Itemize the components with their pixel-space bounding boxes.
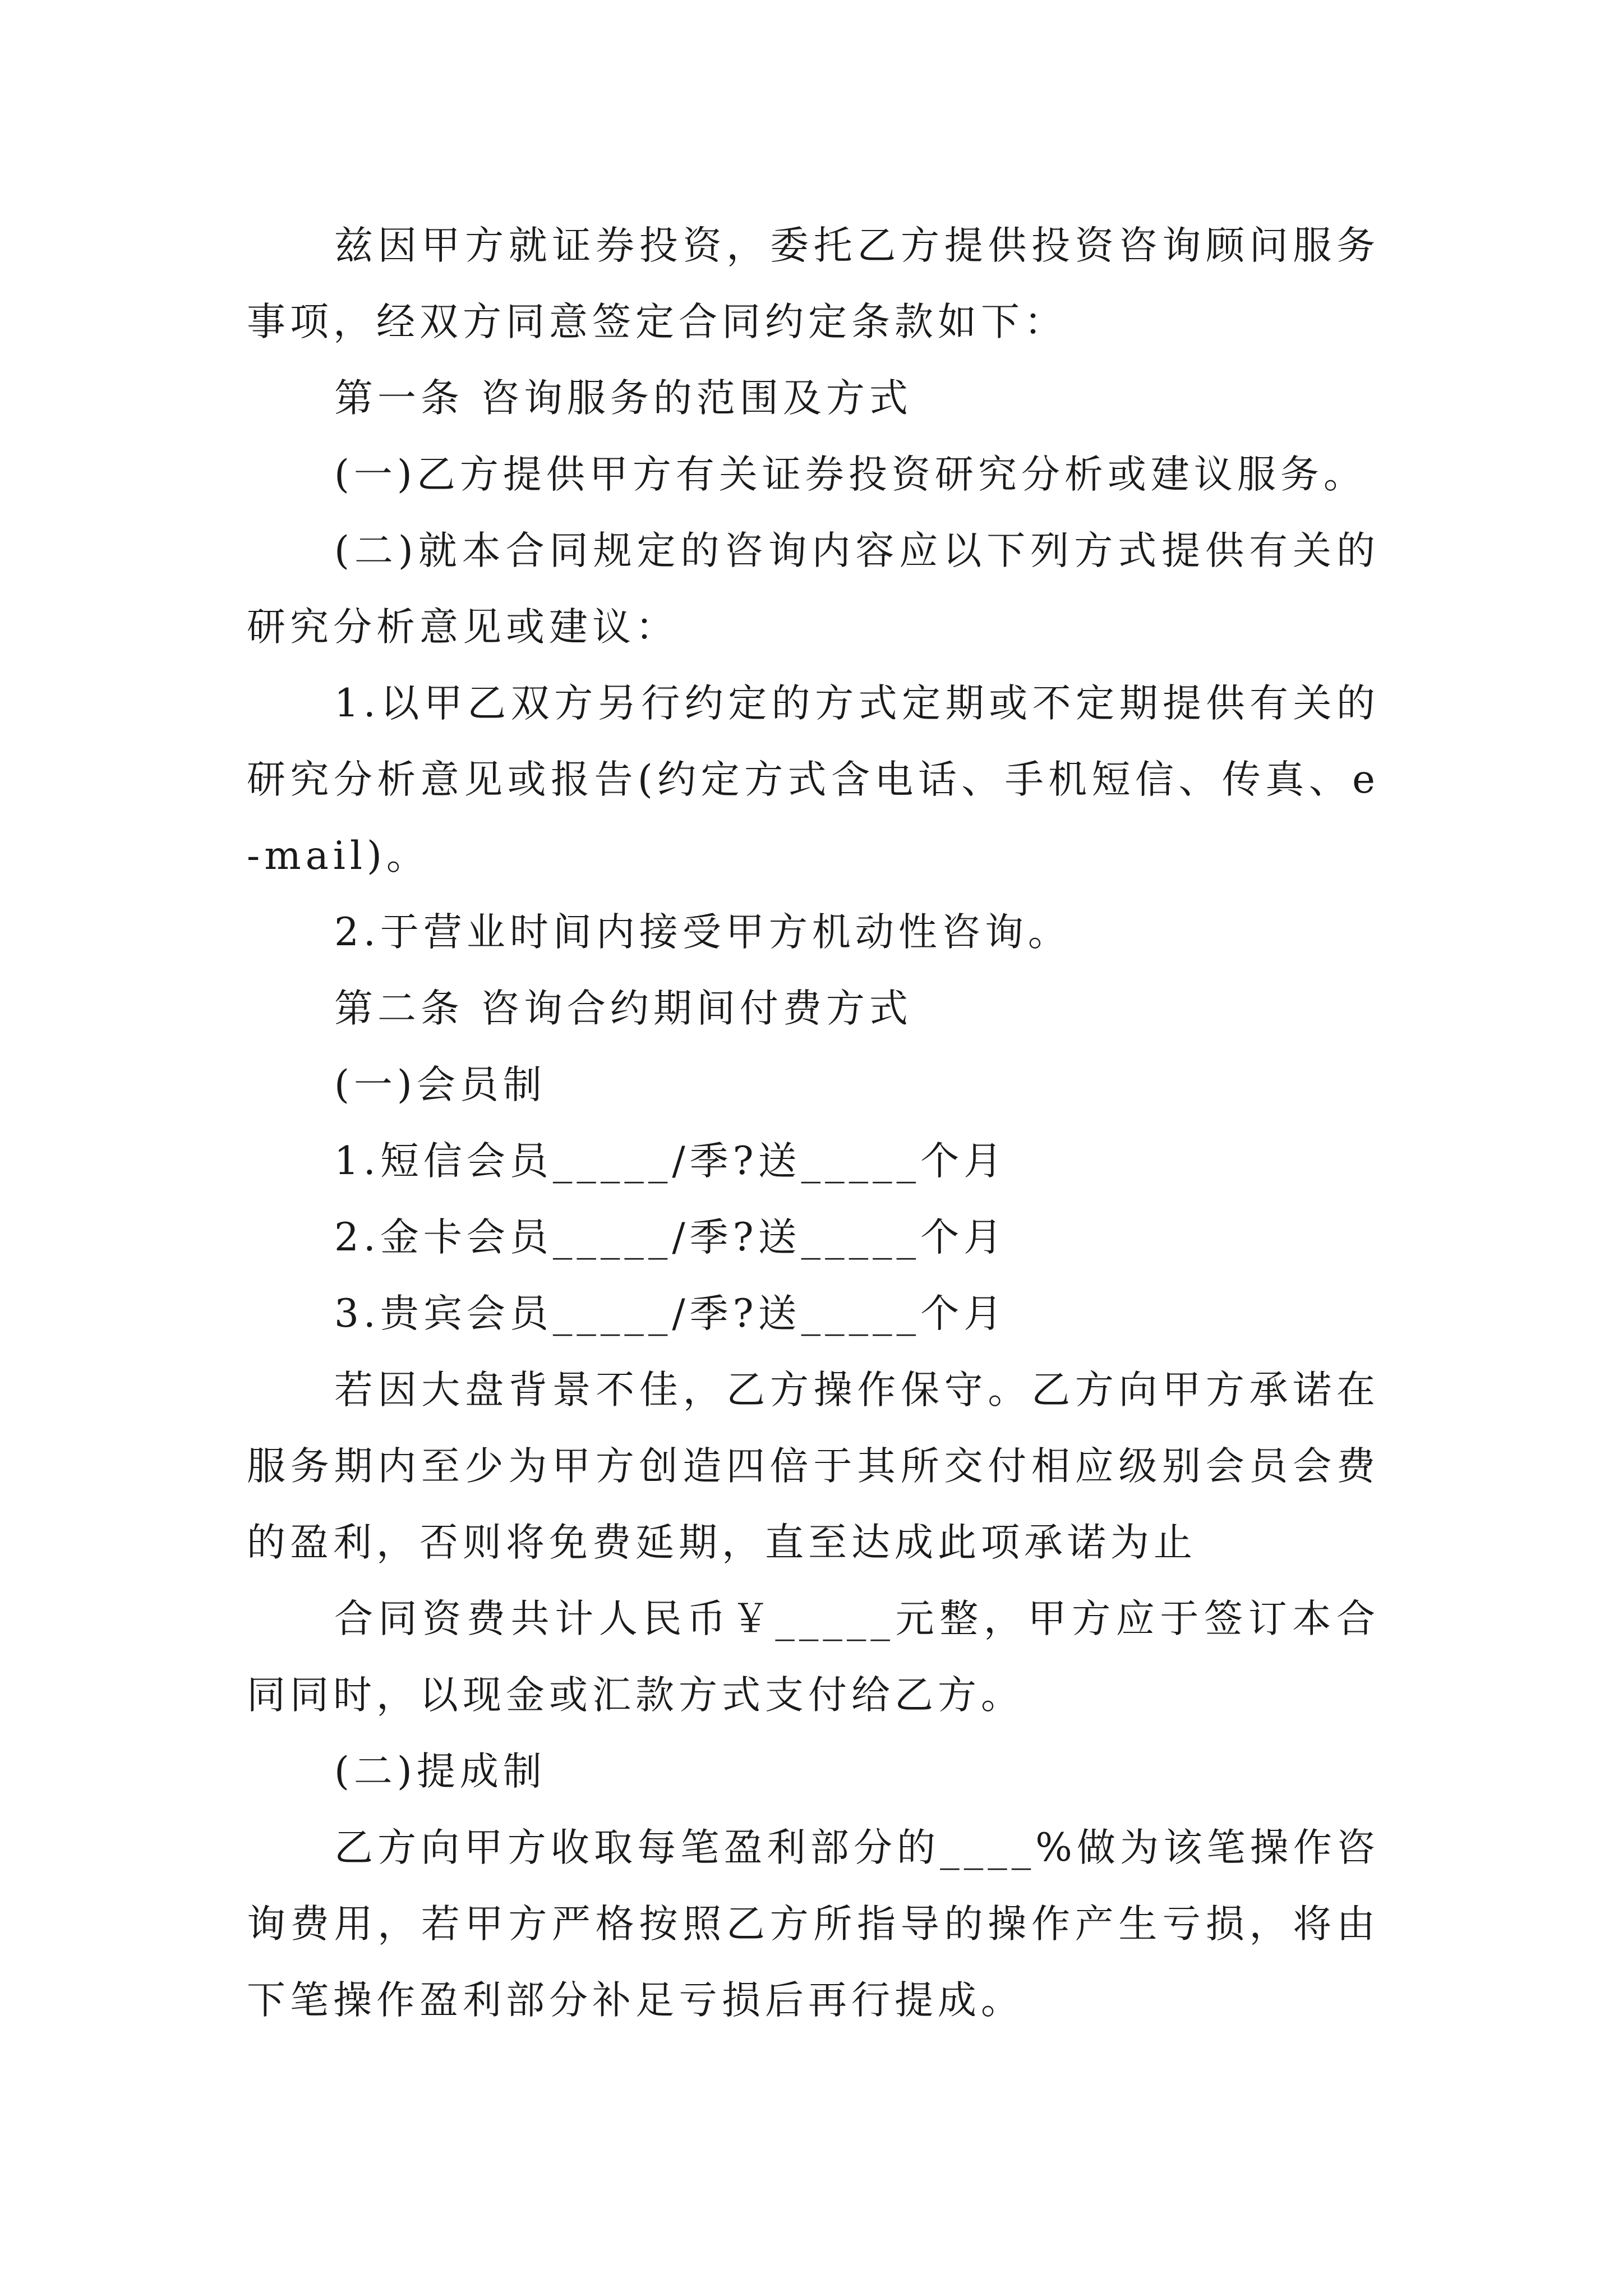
intro-paragraph: 兹因甲方就证券投资，委托乙方提供投资咨询顾问服务事项，经双方同意签定合同约定条款如下： bbox=[247, 223, 1380, 344]
commission-heading: (二)提成制 bbox=[334, 1749, 546, 1794]
article-two-heading: 第二条 咨询合约期间付费方式 bbox=[334, 986, 912, 1031]
fee-total: 合同资费共计人民币￥_____元整，甲方应于签订本合同同时，以现金或汇款方式支付给乙方。 bbox=[247, 1596, 1380, 1718]
article-one-subitem-1: 1.以甲乙双方另行约定的方式定期或不定期提供有关的研究分析意见或报告(约定方式含电话、手机短信、传真、e-mail)。 bbox=[247, 681, 1380, 878]
commission-terms: 乙方向甲方收取每笔盈利部分的____%做为该笔操作咨询费用，若甲方严格按照乙方所指导的操作产生亏损，将由下笔操作盈利部分补足亏损后再行提成。 bbox=[247, 1825, 1380, 2023]
membership-sms: 1.短信会员_____/季?送_____个月 bbox=[334, 1139, 1007, 1184]
membership-gold: 2.金卡会员_____/季?送_____个月 bbox=[334, 1215, 1007, 1260]
article-one-item-2: (二)就本合同规定的咨询内容应以下列方式提供有关的研究分析意见或建议： bbox=[247, 528, 1380, 650]
article-one-subitem-2: 2.于营业时间内接受甲方机动性咨询。 bbox=[334, 910, 1071, 955]
performance-promise: 若因大盘背景不佳，乙方操作保守。乙方向甲方承诺在服务期内至少为甲方创造四倍于其所交付相应级别会员会费的盈利，否则将免费延期，直至达成此项承诺为止 bbox=[247, 1368, 1380, 1565]
membership-vip: 3.贵宾会员_____/季?送_____个月 bbox=[334, 1291, 1007, 1336]
article-one-item-1: (一)乙方提供甲方有关证券投资研究分析或建议服务。 bbox=[334, 452, 1367, 497]
membership-heading: (一)会员制 bbox=[334, 1062, 546, 1107]
contract-body bbox=[247, 208, 1380, 2039]
article-one-heading: 第一条 咨询服务的范围及方式 bbox=[334, 376, 912, 421]
